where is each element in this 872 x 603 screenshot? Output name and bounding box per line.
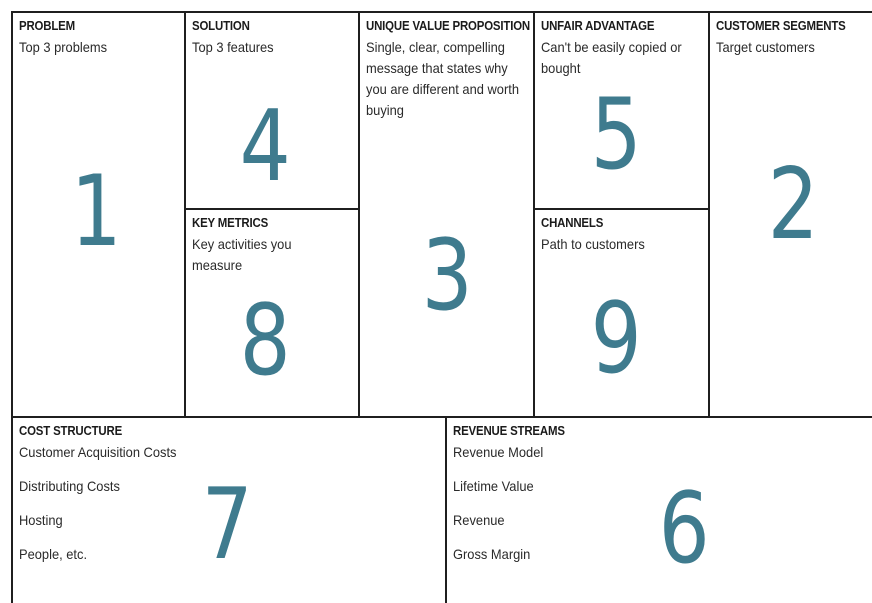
unfair-advantage-desc: Can't be easily copied or bought (541, 39, 682, 76)
list-item: Distributing Costs (19, 478, 120, 494)
solution-box (184, 11, 360, 210)
unfair-advantage-title: UNFAIR ADVANTAGE (541, 18, 655, 33)
key-metrics-number: 8 (239, 284, 291, 398)
key-metrics-title: KEY METRICS (192, 215, 269, 230)
problem-title: PROBLEM (19, 18, 75, 33)
list-item: Lifetime Value (453, 478, 534, 494)
channels-title: CHANNELS (541, 215, 604, 230)
cost-structure-list (19, 442, 176, 578)
revenue-streams-box (445, 416, 872, 603)
channels-number: 9 (590, 282, 642, 396)
list-item: Customer Acquisition Costs (19, 444, 177, 460)
customer-segments-box (708, 11, 872, 418)
uvp-title: UNIQUE VALUE PROPOSITION (366, 18, 531, 33)
channels-desc: Path to customers (541, 236, 645, 252)
revenue-streams-title: REVENUE STREAMS (453, 423, 565, 438)
list-item: People, etc. (19, 546, 88, 562)
cost-structure-box (11, 416, 447, 603)
solution-number: 4 (239, 90, 291, 204)
cost-structure-title: COST STRUCTURE (19, 423, 123, 438)
list-item: Gross Margin (453, 546, 531, 562)
key-metrics-desc: Key activities you measure (192, 236, 292, 273)
channels-box (533, 208, 710, 418)
list-item: Revenue Model (453, 444, 544, 460)
cost-structure-number: 7 (201, 468, 253, 582)
list-item: Revenue (453, 512, 505, 528)
revenue-streams-number: 6 (658, 472, 710, 586)
key-metrics-box (184, 208, 360, 418)
uvp-box (358, 11, 535, 418)
customer-segments-title: CUSTOMER SEGMENTS (716, 18, 846, 33)
problem-box (11, 11, 186, 418)
problem-desc: Top 3 problems (19, 39, 108, 55)
unfair-advantage-number: 5 (590, 78, 642, 192)
uvp-desc: Single, clear, compelling message that states why you are different and worth buying (366, 39, 519, 118)
problem-number: 1 (70, 155, 122, 269)
revenue-streams-list (453, 442, 543, 578)
customer-segments-desc: Target customers (716, 39, 815, 55)
unfair-advantage-box (533, 11, 710, 210)
solution-desc: Top 3 features (192, 39, 274, 55)
customer-segments-number: 2 (767, 148, 819, 262)
solution-title: SOLUTION (192, 18, 250, 33)
uvp-number: 3 (421, 219, 473, 333)
list-item: Hosting (19, 512, 63, 528)
